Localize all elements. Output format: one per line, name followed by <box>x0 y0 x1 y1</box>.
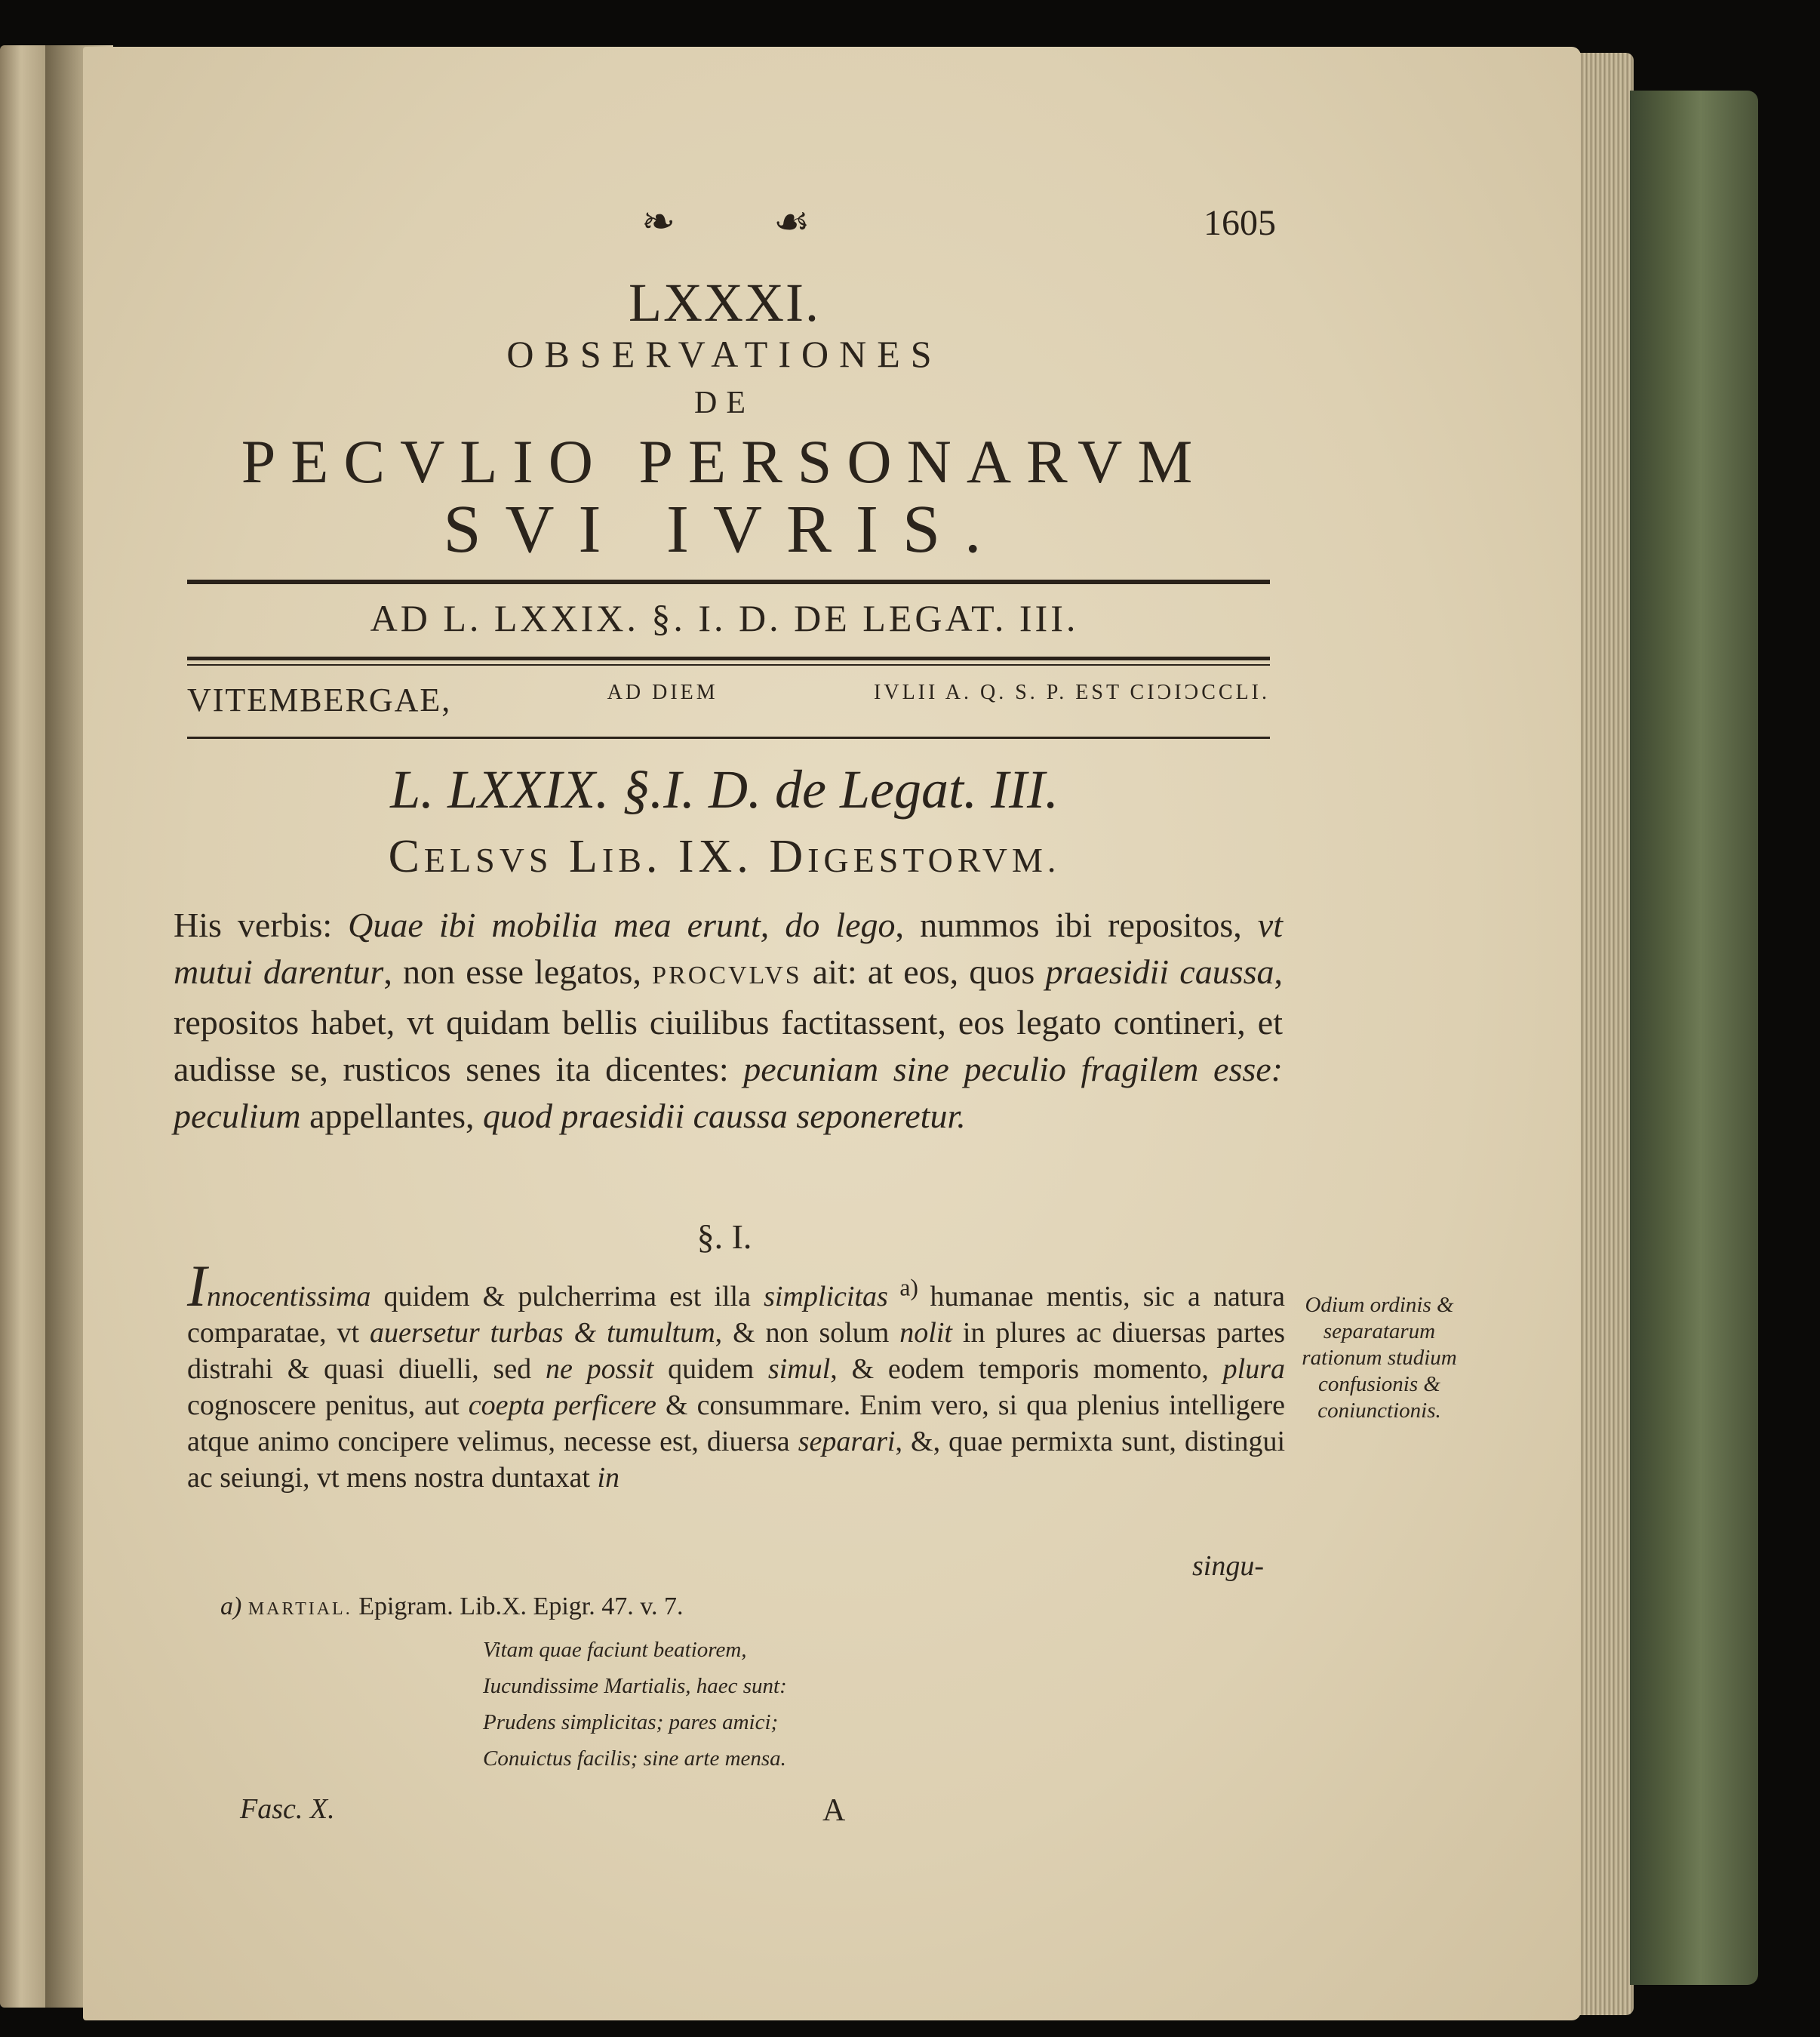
title-subtitle-2: SVI IVRIS. <box>443 492 1006 567</box>
city-name: VITEMBERGAE, <box>187 682 452 718</box>
dig-d: D <box>769 831 808 882</box>
main-text-italic: coepta perficere <box>468 1389 656 1421</box>
catchword: singu- <box>1192 1550 1264 1582</box>
footnote-verse-block <box>483 1632 787 1777</box>
main-text-run: quidem & pulcherrima est illa <box>370 1281 764 1312</box>
footnote-verse-line: Prudens simplicitas; pares amici; <box>483 1710 779 1734</box>
date-text: IVLII A. Q. S. P. EST CIƆIƆCCLI. <box>874 681 1270 704</box>
lib-rest: IB <box>601 841 646 879</box>
lex-text-run: , nummos ibi repositos, <box>895 906 1258 944</box>
main-text <box>187 1253 1286 1496</box>
rule-divider <box>187 664 1270 666</box>
main-text-run: in plures ac diuersas partes distrahi & quasi diuelli, sed <box>187 1317 1285 1385</box>
celsus-c: C <box>388 831 424 882</box>
main-text-run: , &, quae permixta sunt, distingui ac seiungi, vt mens nostra duntaxat <box>187 1426 1285 1494</box>
main-text-run: & consummare. Enim vero, si qua plenius intelligere atque animo concipere velimus, necesse est, diuersa <box>187 1389 1285 1457</box>
lex-text-run: His verbis: <box>174 906 349 944</box>
lex-title: L. LXXIX. §.I. D. de Legat. III. <box>390 759 1059 820</box>
footnote-reference-line <box>220 1592 684 1621</box>
lib-l: L <box>569 831 602 882</box>
celsus-heading: CELSVS LIB. IX. DIGESTORVM. <box>388 831 1061 882</box>
main-text-italic: simplicitas <box>764 1281 888 1312</box>
title-de: DE <box>694 386 755 420</box>
ad-legem-line: AD L. LXXIX. §. I. D. DE LEGAT. III. <box>370 597 1079 639</box>
lex-text-italic: quod praesidii caussa seponeretur. <box>483 1097 966 1135</box>
rule-divider <box>187 657 1270 660</box>
observation-number: LXXXI. <box>629 272 820 333</box>
footnote-verse-line: Iucundissime Martialis, haec sunt: <box>483 1674 787 1698</box>
lib-number: IX. <box>678 831 753 882</box>
observation-title: OBSERVATIONES <box>506 333 942 375</box>
section-mark: §. I. <box>696 1217 752 1256</box>
ornament-left-icon: ❧ <box>641 199 676 245</box>
margin-note: Odium ordinis & separatarum rationum studium confusionis & coniunctionis. <box>1302 1293 1457 1423</box>
lex-text-run: appellantes, <box>300 1097 484 1135</box>
footnote-reference: a) <box>887 1274 930 1301</box>
lex-text-run: ait: at eos, quos <box>801 952 1046 991</box>
lex-text-italic: Quae ibi mobilia mea erunt, do lego <box>348 906 896 944</box>
main-text-italic: ne possit <box>545 1353 654 1385</box>
lex-text-italic: vt mutui darentur <box>174 906 1283 991</box>
lex-text <box>174 902 1283 1140</box>
main-text-run: , & non solum <box>715 1317 900 1349</box>
ad-diem: AD DIEM <box>607 681 718 704</box>
ornament-right-icon: ☙ <box>773 199 810 245</box>
main-text-run: , & eodem temporis momento, <box>830 1353 1223 1385</box>
dissertation-date-line <box>187 681 1270 719</box>
main-text-run: cognoscere penitus, aut <box>187 1389 469 1421</box>
main-text-italic: nolit <box>899 1317 952 1349</box>
footnote-verse-line: Vitam quae faciunt beatiorem, <box>483 1638 747 1662</box>
main-text-italic: simul <box>767 1353 831 1385</box>
main-text-italic: auersetur turbas & tumultum <box>370 1317 715 1349</box>
main-text-run: humanae mentis, sic a natura comparatae, vt <box>187 1281 1286 1349</box>
main-text-italic: nnocentissima <box>206 1281 371 1312</box>
rule-divider <box>187 580 1270 584</box>
fascicle-signature: Fasc. X. <box>240 1793 335 1825</box>
lex-text-run: , repositos habet, vt quidam bellis ciuilibus factitassent, eos legato contineri, et audisse se, rusticos senes ita dicentes: <box>174 952 1283 1088</box>
celsus-rest: ELSVS <box>423 841 553 879</box>
footnote-author: MARTIAL. <box>247 1599 352 1619</box>
title-subtitle-1: PECVLIO PERSONARVM <box>241 427 1208 496</box>
footnote-mark: a) <box>220 1592 242 1620</box>
dig-rest: IGESTORVM. <box>807 841 1061 879</box>
gathering-mark: A <box>822 1793 846 1828</box>
drop-initial: I <box>187 1253 207 1319</box>
main-text-italic: in <box>597 1462 620 1494</box>
page-number: 1605 <box>1204 203 1276 243</box>
main-text-italic: separari <box>798 1426 896 1457</box>
footnote-verse-line: Conuictus facilis; sine arte mensa. <box>483 1746 786 1771</box>
page-block-edges <box>1573 53 1634 2015</box>
lex-text-run: , non esse legatos, <box>383 952 653 991</box>
book-cover-edge <box>1630 91 1758 1985</box>
footnote-citation: Epigram. Lib.X. Epigr. 47. v. 7. <box>358 1592 684 1620</box>
lex-text-italic: pecuniam sine peculio fragilem esse: peculium <box>174 1050 1283 1135</box>
lex-text-italic: praesidii caussa <box>1045 952 1274 991</box>
lex-text-smallcaps: PROCVLVS <box>652 962 802 989</box>
main-text-italic: plura <box>1222 1353 1285 1385</box>
main-text-run: quidem <box>653 1353 768 1385</box>
rule-divider <box>187 737 1270 739</box>
